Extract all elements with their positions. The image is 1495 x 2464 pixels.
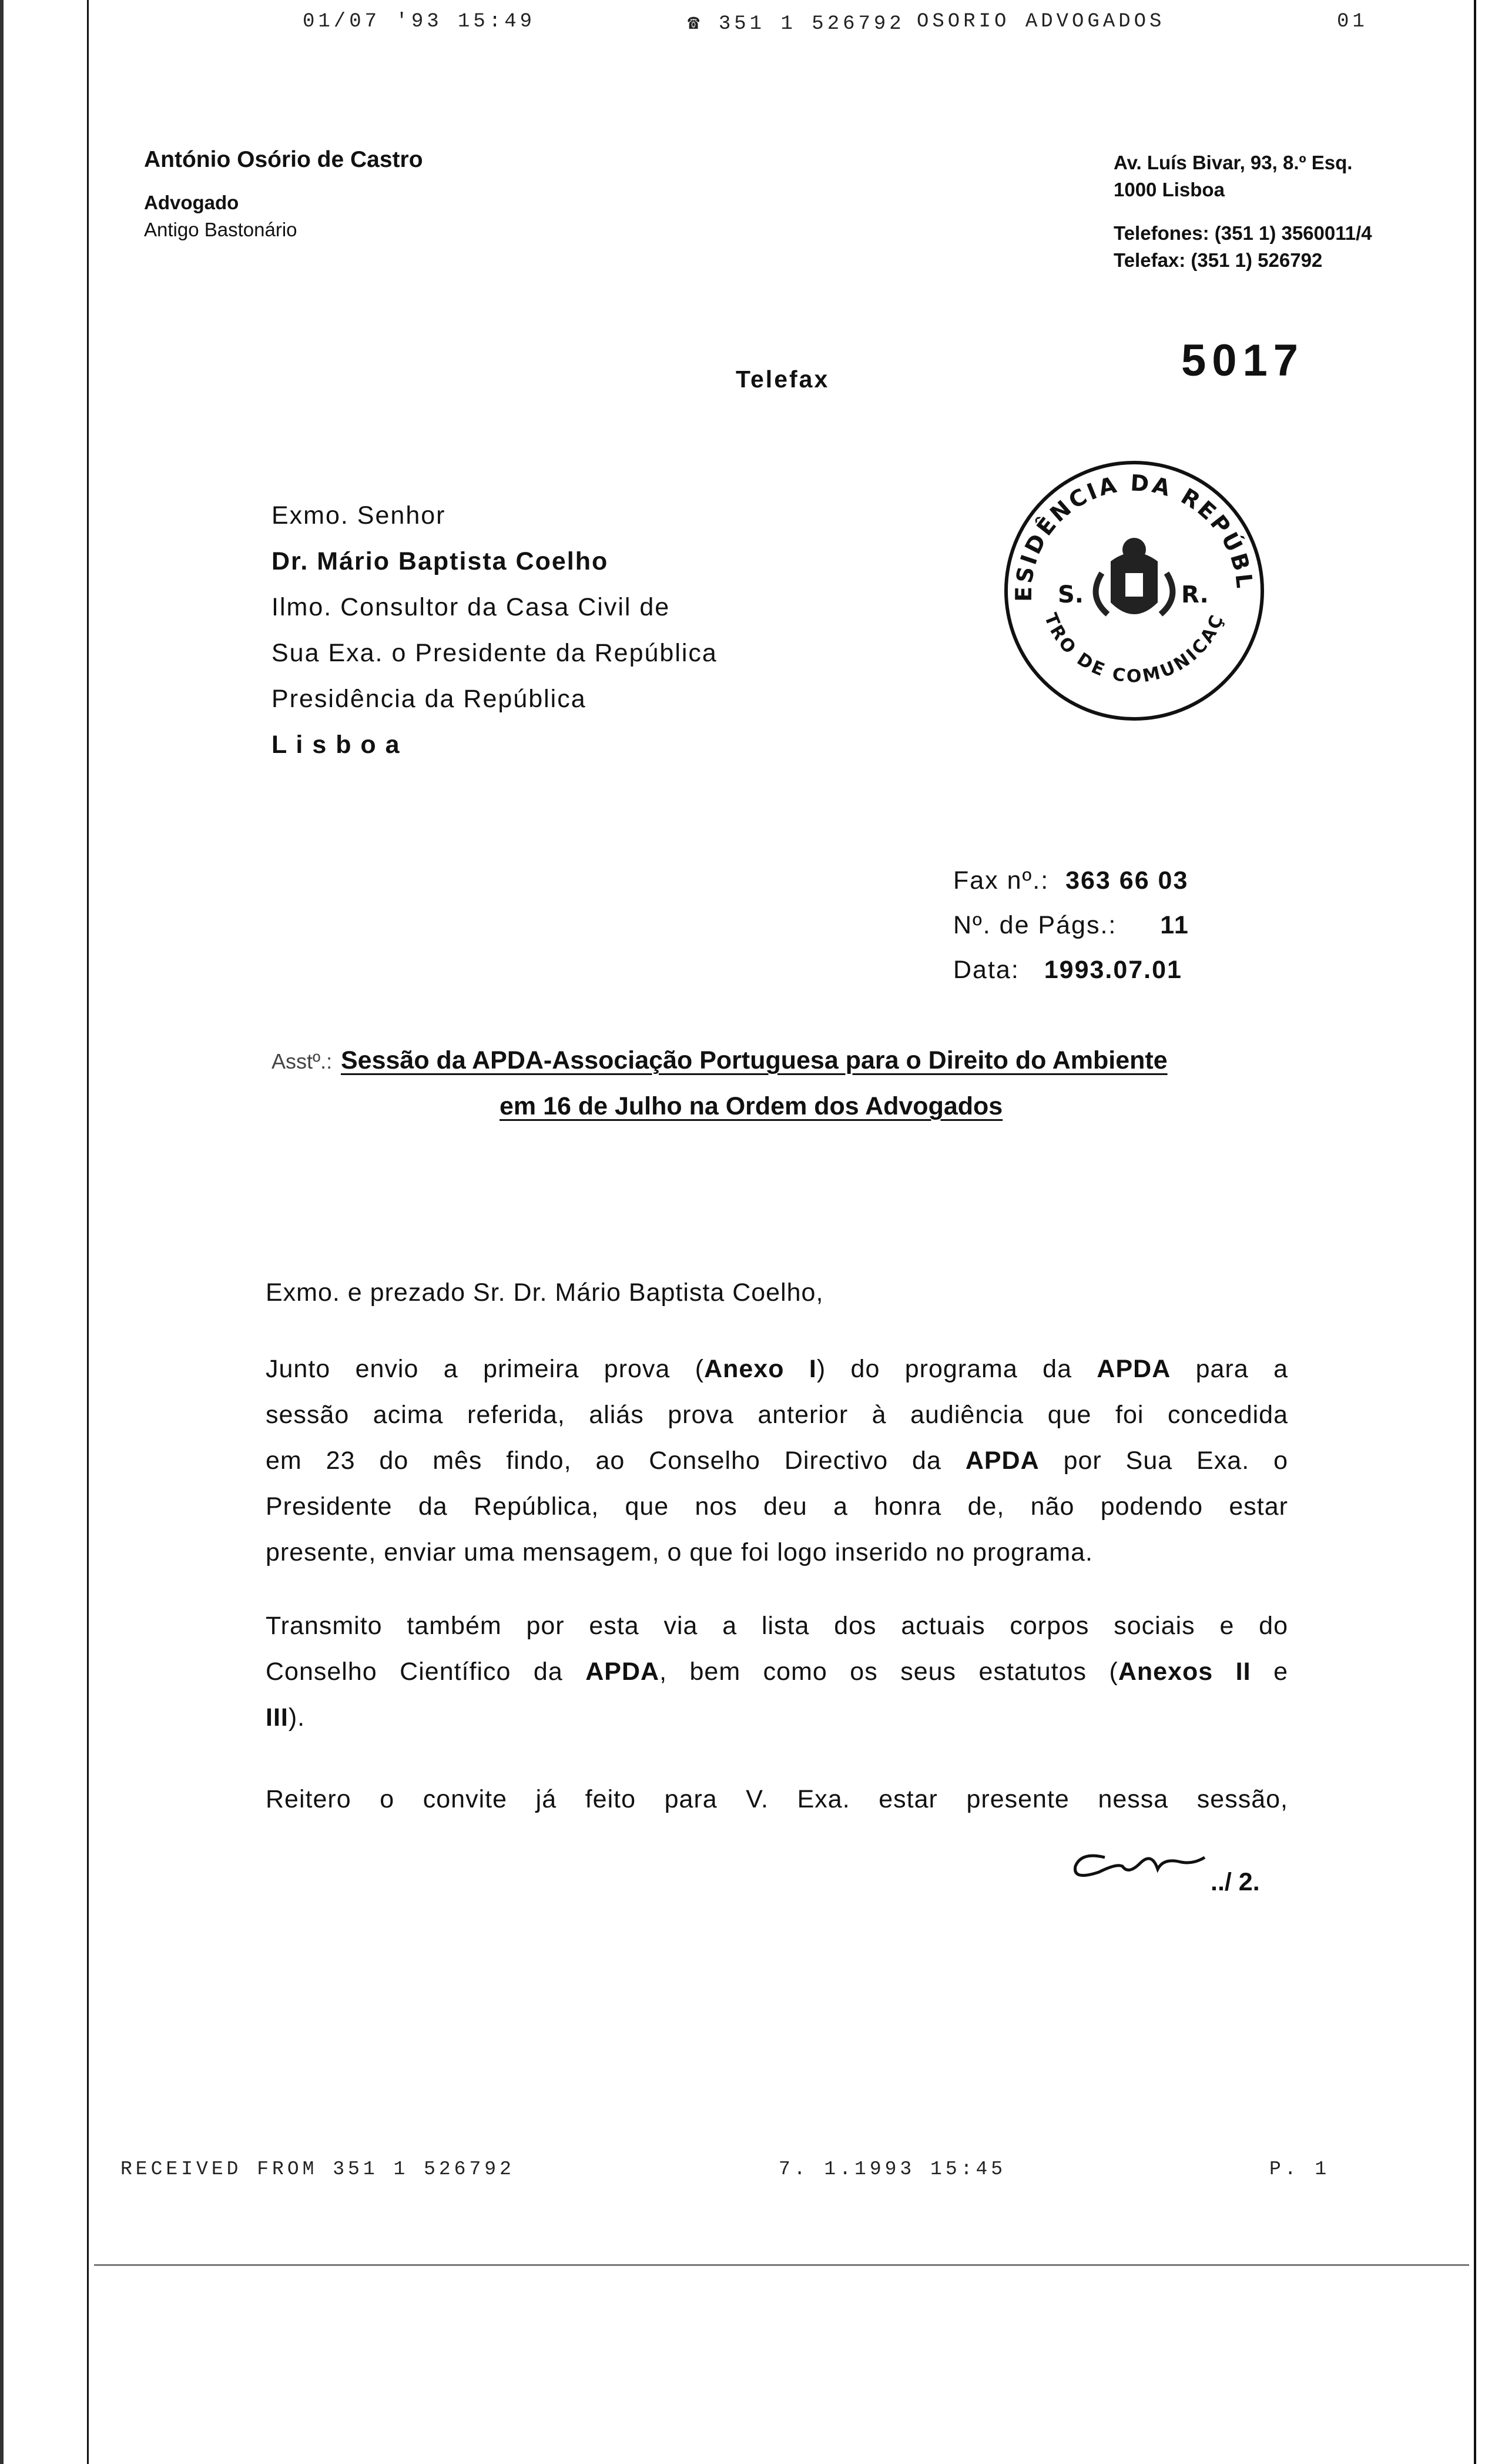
annex-ref: III xyxy=(266,1703,289,1732)
stamp-letter-s: S. xyxy=(1058,581,1084,608)
paragraph-3: Reitero o convite já feito para V. Exa. estar presente nessa sessão, xyxy=(266,1785,1288,1813)
paragraph-1-line3 xyxy=(266,1438,1288,1484)
left-margin-line xyxy=(87,0,89,2464)
recipient-block xyxy=(271,493,718,768)
fax-footer-datetime: 7. 1.1993 15:45 xyxy=(779,2158,1007,2180)
paragraph-1 xyxy=(266,1346,1288,1575)
address-line1: Av. Luís Bivar, 93, 8.º Esq. xyxy=(1114,152,1353,173)
subject-line1: Sessão da APDA-Associação Portuguesa para o Direito do Ambiente xyxy=(341,1046,1168,1074)
text-span: ) do programa da xyxy=(816,1355,1097,1383)
telefax-line: Telefax: (351 1) 526792 xyxy=(1114,249,1323,271)
fax-header-page: 01 xyxy=(1337,11,1368,33)
signature xyxy=(1070,1840,1222,1887)
recipient-role-cont: Sua Exa. o Presidente da República xyxy=(271,639,718,667)
phones-line: Telefones: (351 1) 3560011/4 xyxy=(1114,222,1372,244)
letterhead-subtitle: Antigo Bastonário xyxy=(144,219,297,240)
coat-of-arms-icon xyxy=(1096,538,1173,614)
document-type: Telefax xyxy=(736,366,830,393)
fax-info-block xyxy=(953,858,1189,992)
page-count-row xyxy=(953,903,1189,948)
fax-header-sender: OSORIO ADVOGADOS xyxy=(917,11,1165,33)
text-span: por Sua Exa. o xyxy=(1039,1447,1289,1475)
presidency-stamp xyxy=(999,456,1269,726)
paragraph-2-line3 xyxy=(266,1695,1288,1740)
date-value: 1993.07.01 xyxy=(1044,956,1182,984)
recipient-role: Ilmo. Consultor da Casa Civil de xyxy=(271,593,671,621)
stamp-top-text: ESIDÊNCIA DA REPÚBL xyxy=(1010,470,1258,602)
paragraph-1-line2: sessão acima referida, aliás prova anterior à audiência que foi concedida xyxy=(266,1401,1288,1429)
fax-number-value: 363 66 03 xyxy=(1065,866,1189,895)
recipient-name: Dr. Mário Baptista Coelho xyxy=(271,547,609,575)
subject-line2: em 16 de Julho na Ordem dos Advogados xyxy=(500,1092,1003,1120)
text-span: em 23 do mês findo, ao Conselho Directivo da xyxy=(266,1447,966,1475)
paragraph-1-line5: presente, enviar uma mensagem, o que foi logo inserido no programa. xyxy=(266,1538,1093,1566)
paragraph-1-line1 xyxy=(266,1346,1288,1392)
recipient-city: L i s b o a xyxy=(271,731,401,759)
page-count-value: 11 xyxy=(1160,911,1189,939)
text-span: Conselho Científico da xyxy=(266,1658,586,1686)
recipient-salutation: Exmo. Senhor xyxy=(271,501,446,530)
annex-ref: Anexos II xyxy=(1118,1658,1251,1686)
fax-footer-page: P. 1 xyxy=(1269,2158,1330,2180)
stamp-bottom-text: TRO DE COMUNICAÇ xyxy=(1040,610,1229,687)
address-line2: 1000 Lisboa xyxy=(1114,179,1225,200)
text-span: Junto envio a primeira prova ( xyxy=(266,1355,705,1383)
stamp-seal-icon xyxy=(999,456,1269,726)
footer-rule xyxy=(94,2264,1469,2266)
stamp-letter-r: R. xyxy=(1181,581,1209,608)
text-span: ). xyxy=(288,1703,306,1732)
paragraph-2-line1: Transmito também por esta via a lista dos actuais corpos sociais e do xyxy=(266,1612,1288,1640)
annex-ref: Anexo I xyxy=(704,1355,817,1383)
org-name: APDA xyxy=(585,1658,660,1686)
salutation: Exmo. e prezado Sr. Dr. Mário Baptista Coelho, xyxy=(266,1278,824,1307)
fax-header-datetime: 01/07 '93 15:49 xyxy=(303,11,536,33)
fax-header-phone: ☎ 351 1 526792 xyxy=(688,13,905,35)
continuation-mark: ../ 2. xyxy=(1211,1868,1260,1896)
subject-label: Asstº.: xyxy=(271,1049,333,1073)
text-span: para a xyxy=(1171,1355,1289,1383)
letterhead-title: Advogado xyxy=(144,192,239,213)
recipient-institution: Presidência da República xyxy=(271,685,586,713)
text-span: e xyxy=(1251,1658,1288,1686)
paragraph-1-line4: Presidente da República, que nos deu a honra de, não podendo estar xyxy=(266,1492,1288,1521)
paragraph-2 xyxy=(266,1603,1288,1740)
fax-number-label: Fax nº.: xyxy=(953,866,1050,895)
signature-scribble-icon xyxy=(1070,1840,1222,1887)
org-name: APDA xyxy=(1097,1355,1171,1383)
paragraph-2-line2 xyxy=(266,1649,1288,1695)
org-name: APDA xyxy=(965,1447,1040,1475)
fax-footer-received: RECEIVED FROM 351 1 526792 xyxy=(120,2158,515,2180)
text-span: , bem como os seus estatutos ( xyxy=(659,1658,1118,1686)
date-row xyxy=(953,948,1189,992)
right-margin-line xyxy=(1474,0,1476,2464)
date-label: Data: xyxy=(953,956,1020,984)
page-count-label: Nº. de Págs.: xyxy=(953,911,1117,939)
letterhead-name: António Osório de Castro xyxy=(144,147,423,172)
reference-number: 5017 xyxy=(1181,336,1305,386)
left-edge-line xyxy=(0,0,4,2464)
fax-number-row xyxy=(953,858,1189,903)
